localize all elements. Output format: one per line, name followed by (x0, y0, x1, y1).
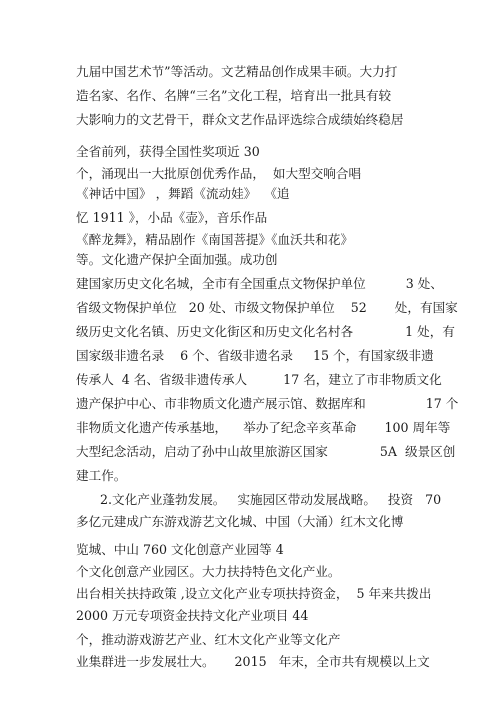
text-line-9: 等。文化遗产保护全面加强。成功创 (76, 252, 278, 267)
text-line-2: 造名家、名作、名牌“三名”文化工程，培育出一批具有较 (76, 88, 392, 103)
text-line-10: 建国家历史文化名城，全市有全国重点文物保护单位 3 处、 (76, 276, 443, 291)
text-line-16: 非物质文化遗产传承基地， 举办了纪念辛亥革命 100 周年等 (76, 420, 451, 435)
text-line-23: 出台相关扶持政策 ,设立文化产业专项扶持资金， 5 年来共拨出 (76, 586, 432, 601)
text-line-22: 个文化创意产业园区。大力扶持特色文化产业。 (76, 564, 341, 579)
text-line-18: 建工作。 (76, 468, 127, 483)
text-line-8: 《醉龙舞》，精品剧作《南国菩提》《血沃共和花》 (76, 232, 354, 247)
text-line-21: 览城、中山 760 文化创意产业园等 4 (76, 542, 284, 557)
text-line-14: 传承人 4 名、省级非遗传承人 17 名，建立了市非物质文化 (76, 372, 442, 387)
text-line-12: 级历史文化名镇、历史文化街区和历史文化名村各 1 处，有 (76, 324, 455, 339)
text-line-20: 多亿元建成广东游戏游艺文化城、中国（大涌）红木文化博 (76, 514, 404, 529)
text-line-6: 《神话中国》 ，舞蹈《流动娃》 《追 (76, 186, 290, 201)
text-line-13: 国家级非遗名录 6 个、省级非遗名录 15 个，有国家级非遗 (76, 348, 434, 363)
text-line-3: 大影响力的文艺骨干，群众文艺作品评选综合成绩始终稳居 (76, 112, 404, 127)
text-line-19: 2.文化产业蓬勃发展。 实施园区带动发展战略。 投资 70 (76, 492, 442, 507)
text-line-1: 九届中国艺术节”等活动。文艺精品创作成果丰硕。大力打 (76, 64, 398, 79)
text-line-26: 业集群进一步发展壮大。 2015 年末，全市共有规模以上文 (76, 654, 430, 669)
text-line-24: 2000 万元专项资金扶持文化产业项目 44 (76, 608, 309, 623)
text-line-11: 省级文物保护单位 20 处、市级文物保护单位 52 处，有国家 (76, 300, 458, 315)
text-line-17: 大型纪念活动，启动了孙中山故里旅游区国家 5A 级景区创 (76, 444, 456, 459)
text-line-25: 个，推动游戏游艺产业、红木文化产业等文化产 (76, 632, 341, 647)
text-line-15: 遗产保护中心、市非物质文化遗产展示馆、数据库和 17 个 (76, 396, 459, 411)
text-line-4: 全省前列，获得全国性奖项近 30 (76, 144, 260, 159)
text-line-5: 个，涌现出一大批原创优秀作品， 如大型交响合唱 (76, 166, 362, 181)
text-line-7: 忆 1911 》，小品《壶》，音乐作品 (76, 210, 268, 225)
